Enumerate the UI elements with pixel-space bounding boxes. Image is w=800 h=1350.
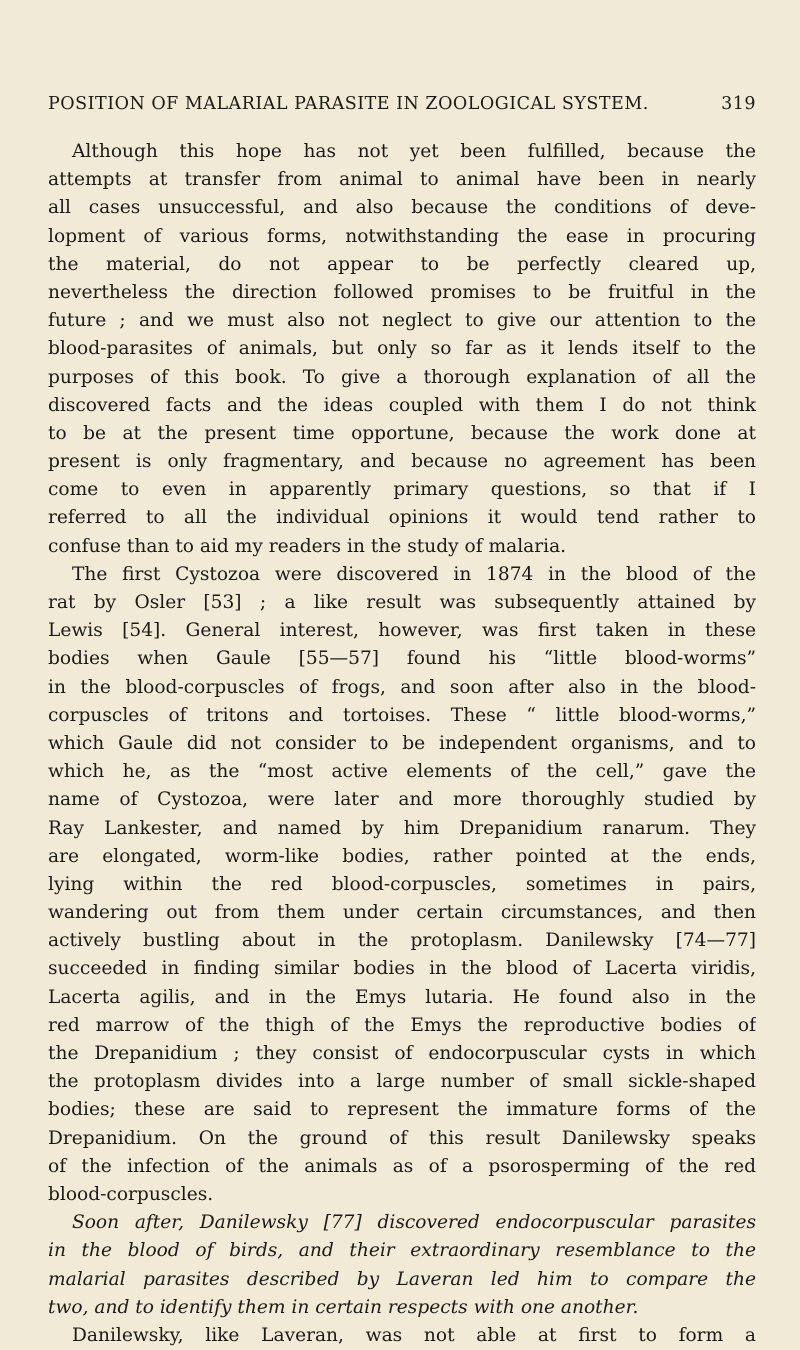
- text-line: rat by Osler [53] ; a like result was subsequently attained by: [48, 592, 756, 613]
- text-line: Lacerta agilis, and in the Emys lutaria. He found also in the: [48, 986, 756, 1008]
- text-line: which he, as the “most active elements of the cell,” gave the: [48, 761, 756, 783]
- text-line: referred to all the individual opinions it would tend rather to: [48, 507, 756, 529]
- text-line: wandering out from them under certain circumstances, and then: [48, 902, 756, 924]
- text-line: confuse than to aid my readers in the study of malaria.: [48, 535, 567, 557]
- text-line: in the blood of birds, and their extraordinary resemblance to the: [48, 1240, 756, 1262]
- text-line: corpuscles of tritons and tortoises. These “ little blood-worms,”: [48, 704, 756, 726]
- text-line: Lewis [54]. General interest, however, was first taken in these: [48, 620, 756, 642]
- text-line: present is only fragmentary, and because no agreement has been: [48, 451, 756, 473]
- text-line: future ; and we must also not neglect to give our attention to the: [48, 310, 756, 332]
- text-line: Ray Lankester, and named by him Drepanidium ranarum. They: [48, 817, 756, 839]
- text-line: the protoplasm divides into a large number of small sickle-shaped: [48, 1071, 756, 1093]
- text-line: bodies when Gaule [55—57] found his “little blood-worms”: [48, 648, 756, 670]
- text-line: blood-corpuscles.: [48, 1183, 214, 1205]
- text-line: to be at the present time opportune, because the work done at: [48, 422, 756, 444]
- text-line: succeeded in finding similar bodies in the blood of Lacerta viridis,: [48, 958, 756, 980]
- body-text: [48, 138, 756, 1350]
- text-line: malarial parasites described by Laveran led him to compare the: [48, 1268, 756, 1290]
- text-line: are elongated, worm-like bodies, rather pointed at the ends,: [48, 845, 756, 867]
- text-line: lopment of various forms, notwithstanding the ease in procuring: [48, 225, 756, 247]
- text-line: name of Cystozoa, were later and more thoroughly studied by: [48, 789, 756, 811]
- text-line: actively bustling about in the protoplasm. Danilewsky [74—77]: [48, 930, 756, 952]
- text-line: red marrow of the thigh of the Emys the reproductive bodies of: [48, 1014, 756, 1036]
- text-line: blood-parasites of animals, but only so far as it lends itself to the: [48, 338, 756, 360]
- text-line: Soon after, Danilewsky [77] discovered endocorpuscular parasites: [72, 1212, 756, 1234]
- text-line: two, and to identify them in certain respects with one another.: [48, 1296, 639, 1318]
- text-line: discovered facts and the ideas coupled with them I do not think: [48, 394, 756, 416]
- text-line: nevertheless the direction followed promises to be fruitful in the: [48, 281, 756, 303]
- text-line: the Drepanidium ; they consist of endocorpuscular cysts in which: [48, 1043, 756, 1064]
- text-line: purposes of this book. To give a thorough explanation of all the: [48, 366, 756, 388]
- text-line: Although this hope has not yet been fulfilled, because the: [72, 141, 756, 162]
- text-line: The first Cystozoa were discovered in 1874 in the blood of the: [72, 563, 756, 585]
- running-header: [48, 94, 756, 126]
- text-line: all cases unsuccessful, and also because the conditions of deve-: [48, 197, 756, 219]
- text-line: in the blood-corpuscles of frogs, and soon after also in the blood-: [48, 676, 756, 698]
- page-number: 319: [721, 94, 756, 114]
- text-line: lying within the red blood-corpuscles, sometimes in pairs,: [48, 873, 756, 895]
- text-line: bodies; these are said to represent the immature forms of the: [48, 1099, 756, 1121]
- text-line: Drepanidium. On the ground of this result Danilewsky speaks: [48, 1127, 756, 1149]
- text-line: the material, do not appear to be perfectly cleared up,: [48, 253, 756, 275]
- text-line: come to even in apparently primary questions, so that if I: [48, 479, 756, 501]
- running-title: POSITION OF MALARIAL PARASITE IN ZOOLOGICAL SYSTEM.: [48, 94, 649, 114]
- text-line: which Gaule did not consider to be independent organisms, and to: [48, 732, 756, 754]
- text-line: of the infection of the animals as of a psorosperming of the red: [48, 1155, 756, 1177]
- text-line: Danilewsky, like Laveran, was not able at first to form a: [72, 1324, 756, 1346]
- text-line: attempts at transfer from animal to animal have been in nearly: [48, 169, 756, 191]
